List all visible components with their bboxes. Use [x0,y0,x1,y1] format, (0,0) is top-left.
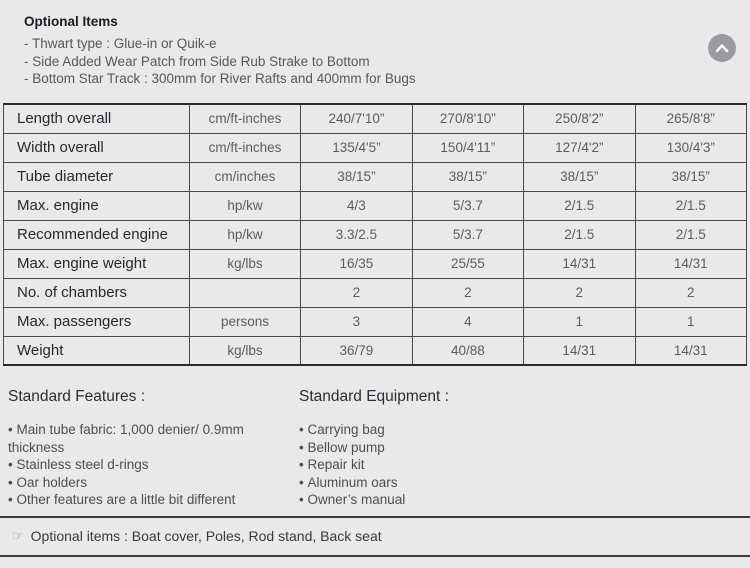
spec-value: 14/31 [524,249,635,278]
row-label: Recommended engine [4,220,190,249]
equipment-item: • Carrying bag [299,421,629,439]
table-row [4,191,747,220]
spec-value: 36/79 [301,336,412,365]
standard-equipment-title: Standard Equipment : [299,388,449,405]
table-row [4,162,747,191]
standard-features-column [8,388,280,509]
table-row [4,307,747,336]
equipment-item: • Aluminum oars [299,474,629,492]
row-unit [189,278,300,307]
spec-value: 25/55 [412,249,523,278]
optional-items-section [24,14,664,88]
spec-value: 16/35 [301,249,412,278]
row-unit: persons [189,307,300,336]
row-label: Max. engine weight [4,249,190,278]
spec-value: 38/15” [412,162,523,191]
optional-items-title: Optional Items [24,14,118,29]
table-row [4,278,747,307]
spec-value: 38/15” [524,162,635,191]
spec-value: 4 [412,307,523,336]
spec-value: 40/88 [412,336,523,365]
feature-item: • Stainless steel d-rings [8,456,280,474]
chevron-up-icon [714,42,730,54]
row-label: Length overall [4,104,190,133]
equipment-item: • Bellow pump [299,439,629,457]
feature-item: • Other features are a little bit different [8,491,280,509]
row-label: Max. passengers [4,307,190,336]
table-row [4,104,747,133]
footer-optional-items-text: Optional items : Boat cover, Poles, Rod stand, Back seat [30,528,382,544]
spec-value: 2 [635,278,746,307]
spec-table [3,103,747,366]
divider-line [0,555,750,557]
table-row [4,133,747,162]
row-label: Width overall [4,133,190,162]
spec-table-container [3,103,747,366]
spec-value: 265/8'8” [635,104,746,133]
row-unit: cm/ft-inches [189,104,300,133]
optional-item-line: - Bottom Star Track : 300mm for River Rafts and 400mm for Bugs [24,71,416,86]
pointing-hand-icon: ☞ [12,528,24,544]
table-row [4,336,747,365]
spec-value: 14/31 [524,336,635,365]
standard-features-title: Standard Features : [8,388,145,405]
spec-value: 127/4'2” [524,133,635,162]
feature-item: • Oar holders [8,474,280,492]
spec-value: 14/31 [635,249,746,278]
row-label: Tube diameter [4,162,190,191]
standard-equipment-column [299,388,629,509]
row-label: No. of chambers [4,278,190,307]
spec-value: 2/1.5 [524,191,635,220]
spec-value: 38/15” [635,162,746,191]
spec-value: 1 [635,307,746,336]
spec-value: 2/1.5 [524,220,635,249]
feature-item: • Main tube fabric: 1,000 denier/ 0.9mm thickness [8,421,280,456]
row-unit: kg/lbs [189,336,300,365]
spec-value: 150/4'11” [412,133,523,162]
spec-value: 38/15” [301,162,412,191]
row-unit: cm/inches [189,162,300,191]
footer-optional-items [12,528,732,544]
optional-item-line: - Side Added Wear Patch from Side Rub Strake to Bottom [24,53,370,69]
spec-value: 2 [412,278,523,307]
scroll-to-top-button[interactable] [708,34,736,62]
spec-value: 3 [301,307,412,336]
spec-value: 14/31 [635,336,746,365]
optional-item-line: - Thwart type : Glue-in or Quik-e [24,36,217,51]
spec-value: 2/1.5 [635,220,746,249]
spec-value: 2/1.5 [635,191,746,220]
spec-value: 1 [524,307,635,336]
equipment-item: • Repair kit [299,456,629,474]
spec-value: 240/7'10” [301,104,412,133]
spec-value: 3.3/2.5 [301,220,412,249]
row-label: Weight [4,336,190,365]
spec-value: 2 [301,278,412,307]
table-row [4,249,747,278]
row-label: Max. engine [4,191,190,220]
row-unit: kg/lbs [189,249,300,278]
spec-value: 270/8'10” [412,104,523,133]
table-row [4,220,747,249]
spec-value: 250/8'2” [524,104,635,133]
row-unit: cm/ft-inches [189,133,300,162]
spec-value: 130/4'3” [635,133,746,162]
equipment-item: • Owner’s manual [299,491,629,509]
spec-value: 5/3.7 [412,191,523,220]
spec-value: 2 [524,278,635,307]
spec-value: 4/3 [301,191,412,220]
divider-line [0,516,750,518]
row-unit: hp/kw [189,191,300,220]
spec-value: 5/3.7 [412,220,523,249]
spec-value: 135/4'5” [301,133,412,162]
row-unit: hp/kw [189,220,300,249]
